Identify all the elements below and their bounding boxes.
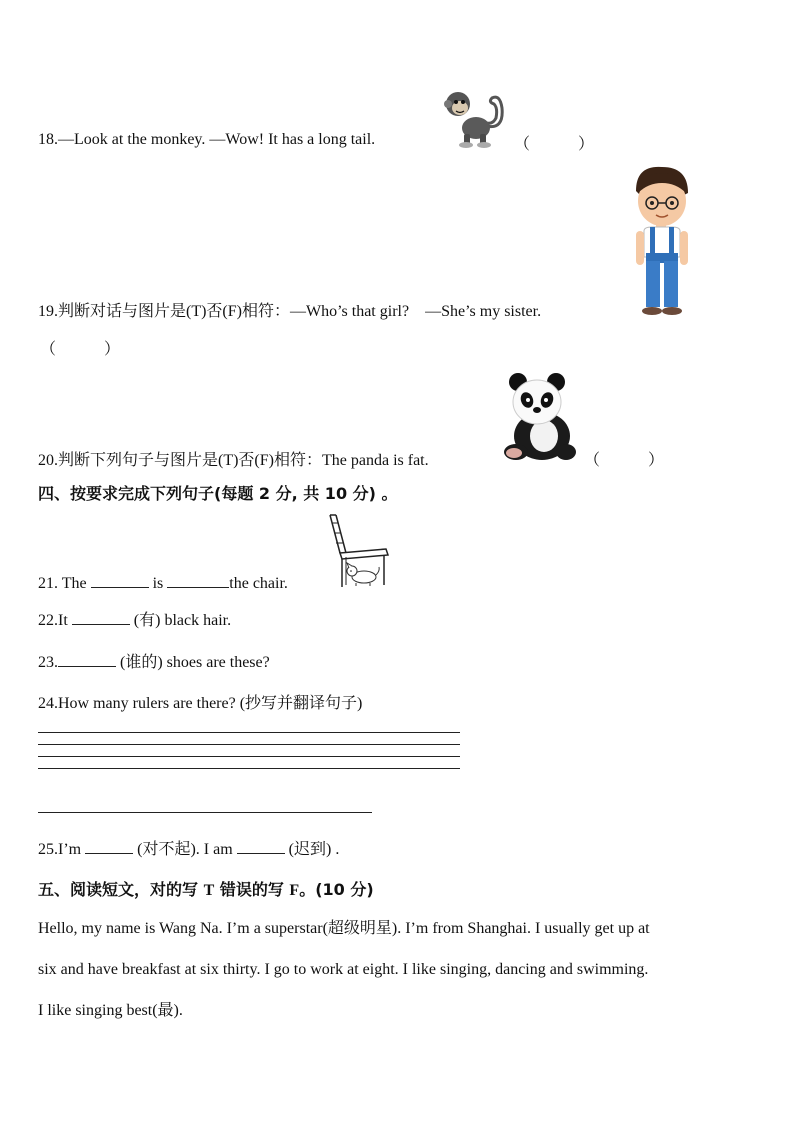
answer-line-24-3[interactable] — [38, 756, 460, 757]
section-5-heading — [38, 877, 374, 900]
section-4-heading: 四、按要求完成下列句子(每题 2 分, 共 10 分) 。 — [38, 484, 398, 503]
monkey-icon — [442, 86, 508, 148]
section-5-heading-c: 。(10 分) — [299, 880, 374, 899]
q23-suffix: (谁的) shoes are these? — [120, 654, 270, 671]
answer-line-24-2[interactable] — [38, 744, 460, 745]
answer-paren-18[interactable]: （ ） — [514, 136, 595, 153]
question-18-text: 18.—Look at the monkey. —Wow! It has a long tail. — [38, 131, 376, 148]
question-24 — [38, 690, 362, 713]
reading-passage — [38, 908, 650, 1031]
answer-line-24-1[interactable] — [38, 732, 460, 733]
q22-suffix: (有) black hair. — [133, 612, 232, 629]
answer-line-24-5[interactable] — [38, 812, 372, 813]
q22-prefix: 22.It — [38, 612, 68, 629]
question-19-text: 19.判断对话与图片是(T)否(F)相符：—Who’s that girl? —She’s my sister. — [38, 303, 542, 320]
question-21 — [38, 573, 288, 593]
question-18 — [38, 131, 375, 149]
q21-prefix: 21. The — [38, 575, 87, 592]
panda-icon — [500, 370, 580, 462]
passage-line-2: six and have breakfast at six thirty. I go to work at eight. I like singing, dancing and swimming. — [38, 961, 649, 978]
blank-22[interactable] — [72, 610, 130, 625]
q23-prefix: 23. — [38, 654, 58, 671]
passage-line-3: I like singing best(最). — [38, 1002, 183, 1019]
question-24-text: 24.How many rulers are there? (抄写并翻译句子) — [38, 695, 363, 712]
section-5-heading-b: 错误的写 — [214, 880, 290, 899]
blank-25b[interactable] — [237, 839, 285, 854]
q21-suffix: the chair. — [229, 575, 288, 592]
answer-paren-20[interactable]: （ ） — [584, 452, 665, 469]
question-25 — [38, 836, 339, 859]
question-23 — [38, 649, 270, 672]
boy-icon — [630, 165, 692, 315]
q25-prefix: 25.I’m — [38, 841, 82, 858]
section-5-t: T — [203, 882, 215, 899]
blank-21b[interactable] — [167, 573, 229, 588]
question-22 — [38, 607, 231, 630]
section-5-f: F — [289, 882, 300, 899]
q25-mid: (对不起). I am — [137, 841, 233, 858]
chair-dog-icon — [326, 513, 390, 589]
q25-suffix: (迟到) . — [288, 841, 340, 858]
answer-line-24-4[interactable] — [38, 768, 460, 769]
question-20 — [38, 447, 429, 470]
section-5-heading-a: 五、阅读短文，对的写 — [38, 880, 204, 899]
q21-mid: is — [152, 575, 164, 592]
answer-paren-19[interactable]: （ ） — [40, 341, 121, 358]
blank-25a[interactable] — [85, 839, 133, 854]
passage-line-1: Hello, my name is Wang Na. I’m a superstar(超级明星). I’m from Shanghai. I usually get up at — [38, 920, 650, 937]
blank-21a[interactable] — [91, 573, 149, 588]
question-20-text: 20.判断下列句子与图片是(T)否(F)相符：The panda is fat. — [38, 452, 429, 469]
question-19 — [38, 298, 541, 321]
blank-23[interactable] — [58, 652, 116, 667]
